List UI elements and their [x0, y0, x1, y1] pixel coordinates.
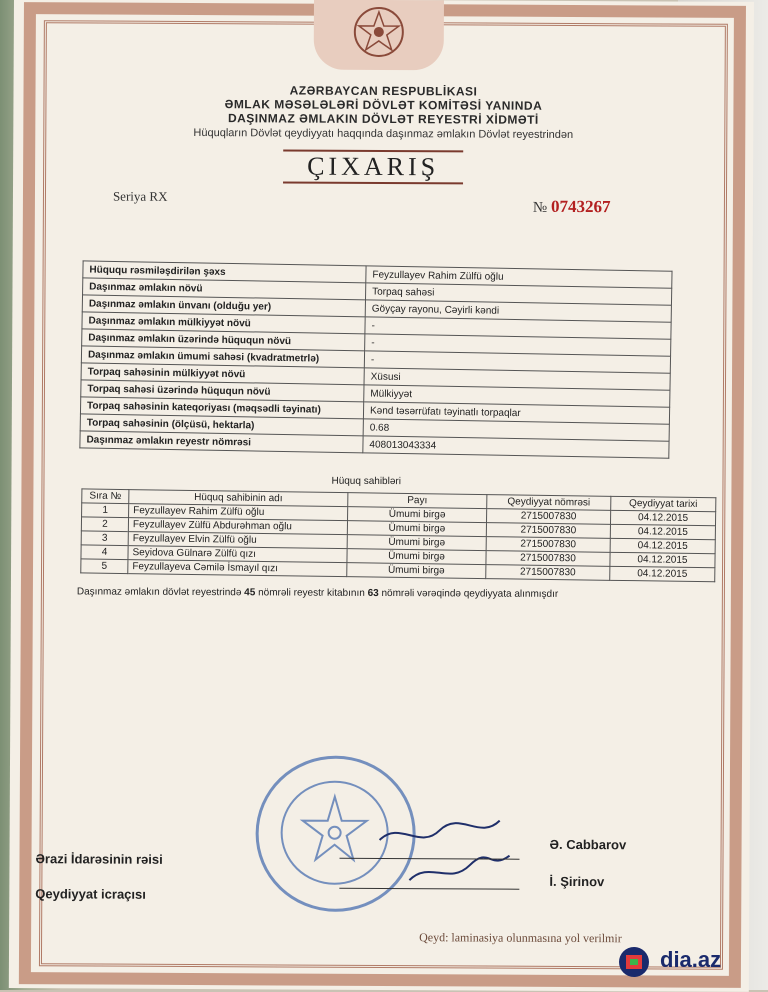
owner-date: 04.12.2015	[610, 538, 715, 553]
owner-date: 04.12.2015	[610, 510, 715, 525]
info-value: 408013043334	[363, 436, 669, 458]
col-header: Qeydiyyat nömrəsi	[487, 495, 611, 511]
info-label: Daşınmaz əmlakın mülkiyyət növü	[82, 312, 365, 334]
info-label: Torpaq sahəsinin kateqoriyası (məqsədli təyinatı)	[80, 397, 363, 419]
document-title: ÇIXARIŞ	[283, 149, 463, 184]
owner-date: 04.12.2015	[610, 566, 715, 581]
owner-date: 04.12.2015	[610, 552, 715, 567]
note-text: nömrəli vərəqində qeydiyyata alınmışdır	[378, 587, 559, 600]
head-label: Ərazi İdarəsinin rəisi	[35, 851, 163, 867]
col-header: Qeydiyyat tarixi	[611, 496, 716, 511]
header-line-2: ƏMLAK MƏSƏLƏLƏRİ DÖVLƏT KOMİTƏSİ YANINDA	[224, 97, 543, 113]
owner-name: Feyzullayeva Cəmilə İsmayıl qızı	[128, 560, 347, 577]
owner-share: Ümumi birgə	[347, 535, 486, 551]
col-header: Sıra №	[82, 489, 129, 504]
info-value: Xüsusi	[364, 368, 670, 390]
owner-name: Feyzullayev Rahim Zülfü oğlu	[129, 504, 348, 521]
owner-name: Feyzullayev Elvin Zülfü oğlu	[128, 532, 347, 549]
note-text: nömrəli reyestr kitabının	[255, 587, 368, 599]
info-label: Torpaq sahəsinin mülkiyyət növü	[81, 363, 364, 385]
owner-no: 4	[81, 545, 128, 560]
registrar-name: İ. Şirinov	[549, 873, 605, 890]
header-line-1: AZƏRBAYCAN RESPUBLİKASI	[289, 83, 478, 99]
owners-table	[80, 488, 716, 582]
info-value: Göyçay rayonu, Cəyirli kəndi	[365, 300, 671, 322]
info-value: -	[365, 317, 671, 339]
owner-no: 5	[81, 559, 128, 574]
registrar-label: Qeydiyyat icraçısı	[35, 886, 146, 902]
state-emblem	[314, 0, 444, 70]
owner-name: Seyidova Gülnarə Zülfü qızı	[128, 546, 347, 563]
book-number: 45	[244, 587, 256, 599]
logo-text: dia.az	[660, 947, 722, 972]
owner-name: Feyzullayev Zülfü Abdurəhman oğlu	[128, 518, 347, 535]
document-number	[533, 197, 611, 217]
info-label: Torpaq sahəsi üzərində hüququn növü	[81, 380, 364, 402]
owners-title: Hüquq sahibləri	[331, 475, 402, 488]
info-value: Feyzullayev Rahim Zülfü oğlu	[366, 266, 672, 288]
info-label: Daşınmaz əmlakın ümumi sahəsi (kvadratmetrlə)	[81, 346, 364, 368]
logo-icon	[616, 945, 656, 979]
info-label: Torpaq sahəsinin (ölçüsü, hektarla)	[80, 414, 363, 436]
number-value: 0743267	[550, 196, 611, 217]
info-value: Mülkiyyət	[364, 385, 670, 407]
info-value: -	[365, 334, 671, 356]
info-value: -	[364, 351, 670, 373]
owner-no: 3	[81, 531, 128, 546]
owner-no: 1	[82, 503, 129, 518]
note-text: Daşınmaz əmlakın dövlət reyestrində	[76, 586, 245, 599]
info-label: Hüququ rəsmiləşdirilən şəxs	[83, 261, 366, 283]
info-label: Daşınmaz əmlakın ünvanı (olduğu yer)	[82, 295, 365, 317]
info-label: Daşınmaz əmlakın reyestr nömrəsi	[80, 431, 363, 453]
info-value: Torpaq sahəsi	[365, 283, 671, 305]
lamination-note: Qeyd: laminasiya olunmasına yol verilmir	[419, 930, 622, 946]
head-name: Ə. Cabbarov	[549, 836, 627, 853]
owner-reg-no: 2715007830	[486, 537, 610, 553]
owner-no: 2	[81, 517, 128, 532]
header-subtitle: Hüquqların Dövlət qeydiyyatı haqqında daşınmaz əmlakın Dövlət reyestrindən	[193, 127, 574, 141]
dia-az-logo	[616, 945, 756, 979]
header-line-3: DAŞINMAZ ƏMLAKIN DÖVLƏT REYESTRİ XİDMƏTİ	[227, 111, 539, 127]
col-header: Hüquq sahibinin adı	[129, 490, 348, 507]
info-value: 0.68	[363, 419, 669, 441]
info-value: Kənd təsərrüfatı təyinatlı torpaqlar	[363, 402, 669, 424]
number-prefix: №	[532, 199, 548, 216]
col-header: Payı	[348, 493, 487, 509]
certificate-paper	[9, 0, 754, 992]
property-info-table	[79, 260, 672, 458]
owner-share: Ümumi birgə	[347, 549, 486, 565]
owner-share: Ümumi birgə	[348, 507, 487, 523]
owner-date: 04.12.2015	[610, 524, 715, 539]
page-number: 63	[367, 587, 379, 599]
owner-reg-no: 2715007830	[487, 509, 611, 525]
owner-share: Ümumi birgə	[347, 521, 486, 537]
owner-share: Ümumi birgə	[347, 563, 486, 579]
series-label: Seriya RX	[112, 188, 168, 204]
info-label: Daşınmaz əmlakın növü	[83, 278, 366, 300]
owner-reg-no: 2715007830	[486, 565, 610, 581]
info-label: Daşınmaz əmlakın üzərində hüququn növü	[82, 329, 365, 351]
owner-reg-no: 2715007830	[486, 551, 610, 567]
owner-reg-no: 2715007830	[486, 523, 610, 539]
